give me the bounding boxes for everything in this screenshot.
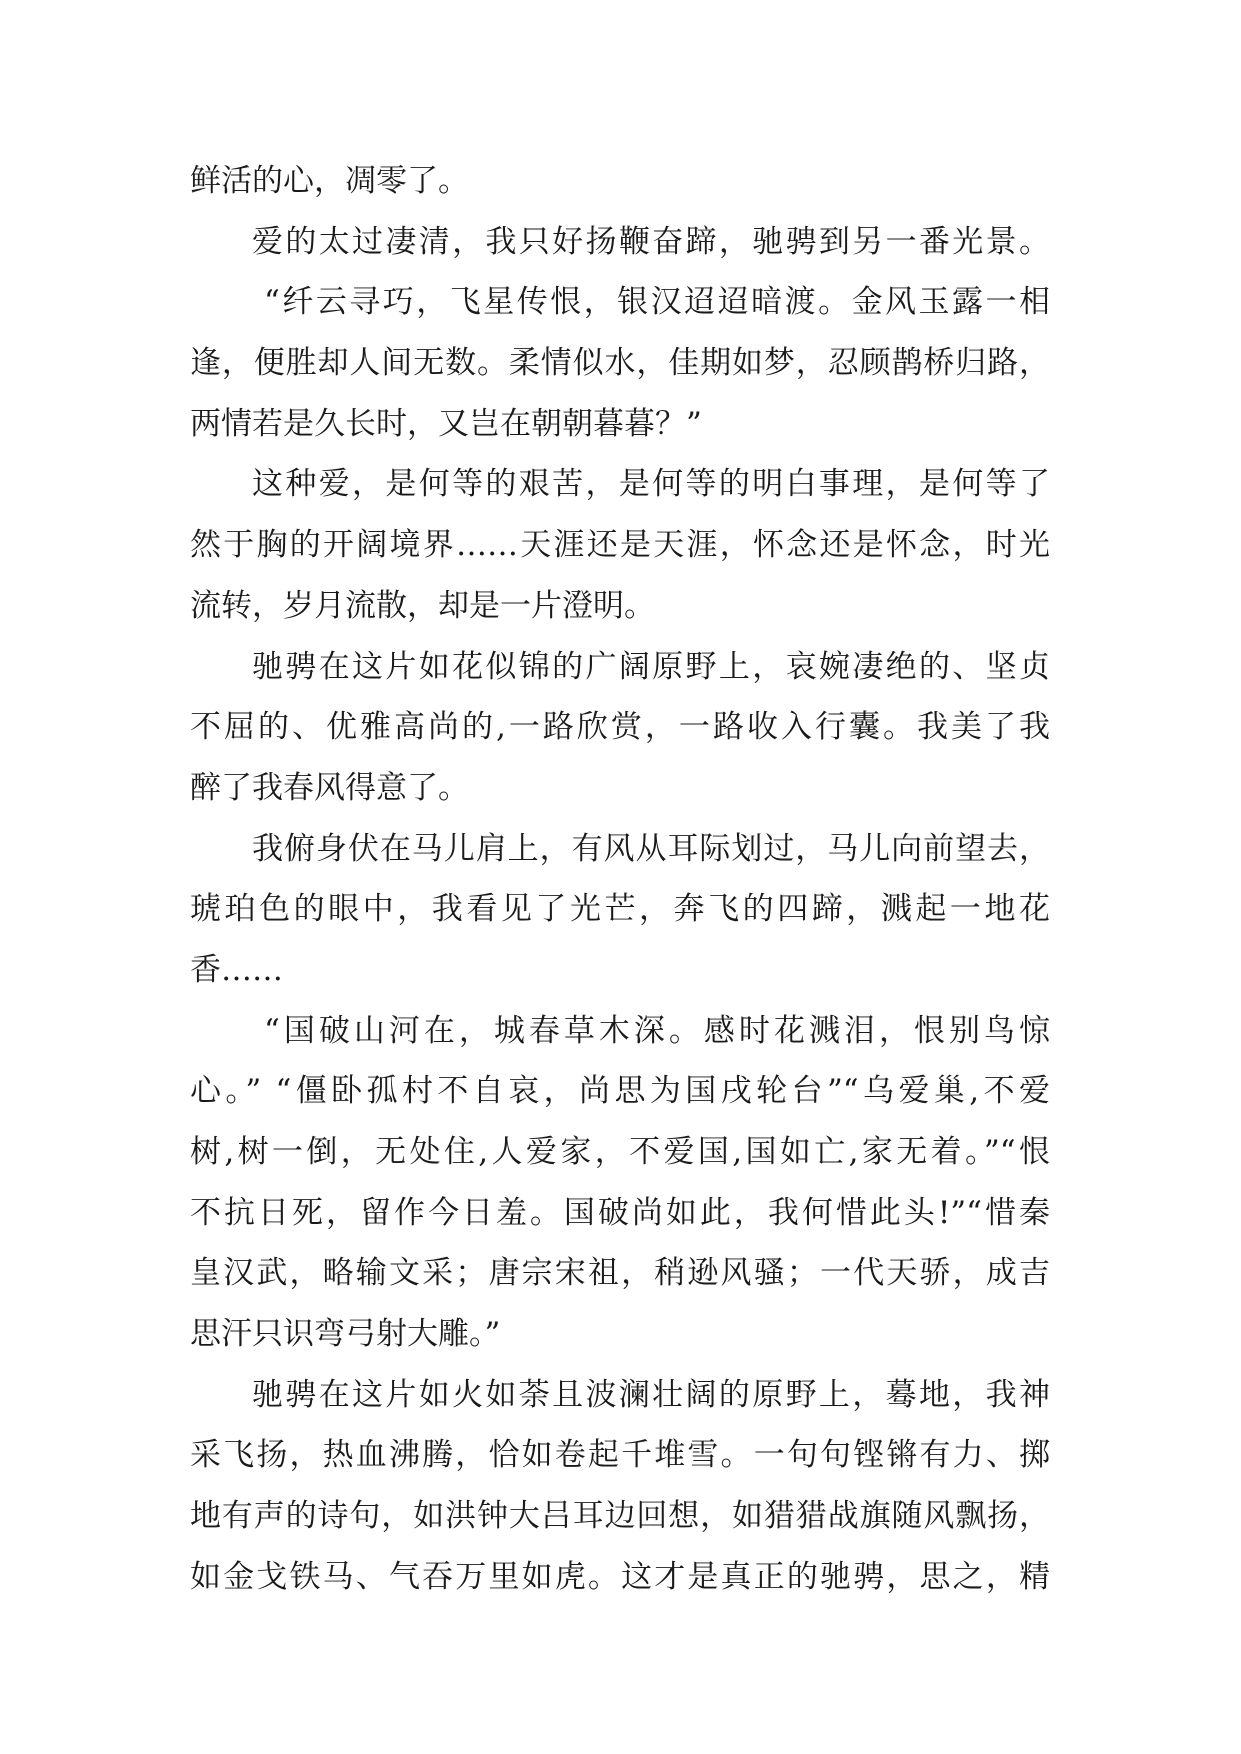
text-line: 不抗日死，留作今日羞。国破尚如此，我何惜此头!”“惜秦 <box>190 1194 1050 1231</box>
text-line: 然于胸的开阔境界……天涯还是天涯，怀念还是怀念，时光 <box>190 527 1050 564</box>
text-line: 思汗只识弯弓射大雕。” <box>190 1316 501 1353</box>
text-line: 驰骋在这片如火如荼且波澜壮阔的原野上，蓦地，我神 <box>252 1376 1050 1413</box>
text-line: 爱的太过凄清，我只好扬鞭奋蹄，驰骋到另一番光景。 <box>252 223 1050 260</box>
text-line: 流转，岁月流散，却是一片澄明。 <box>190 587 655 624</box>
text-line: 琥珀色的眼中，我看见了光芒，奔飞的四蹄，溅起一地花 <box>190 891 1050 928</box>
text-line: 逢，便胜却人间无数。柔情似水，佳期如梦，忍顾鹊桥归路， <box>190 345 1050 382</box>
text-line: 如金戈铁马、气吞万里如虎。这才是真正的驰骋，思之，精 <box>190 1558 1050 1595</box>
text-line: 香…… <box>190 951 283 988</box>
text-line: 两情若是久长时，又岂在朝朝暮暮？” <box>190 405 702 442</box>
text-line: 皇汉武，略输文采；唐宗宋祖，稍逊风骚；一代天骄，成吉 <box>190 1255 1050 1292</box>
text-line: 这种爱，是何等的艰苦，是何等的明白事理，是何等了 <box>252 466 1050 503</box>
text-line: 地有声的诗句，如洪钟大吕耳边回想，如猎猎战旗随风飘扬， <box>190 1498 1050 1535</box>
text-line: 驰骋在这片如花似锦的广阔原野上，哀婉凄绝的、坚贞 <box>252 648 1050 685</box>
text-line: 不屈的、优雅高尚的,一路欣赏，一路收入行囊。我美了我 <box>190 709 1050 746</box>
text-line: 树,树一倒，无处住,人爱家，不爱国,国如亡,家无着。”“恨 <box>190 1134 1050 1170</box>
text-line: 我俯身伏在马儿肩上，有风从耳际划过，马儿向前望去， <box>252 830 1050 867</box>
text-line: 采飞扬，热血沸腾，恰如卷起千堆雪。一句句铿锵有力、掷 <box>190 1437 1050 1474</box>
text-line: 心。” “僵卧孤村不自哀，尚思为国戌轮台”“乌爱巢,不爱 <box>190 1073 1050 1110</box>
text-line: “纤云寻巧，飞星传恨，银汉迢迢暗渡。金风玉露一相 <box>264 284 1050 321</box>
document-body <box>190 151 1050 1608</box>
text-line: 醉了我春风得意了。 <box>190 769 469 806</box>
text-line: 鲜活的心，凋零了。 <box>190 163 469 199</box>
text-line: “国破山河在，城春草木深。感时花溅泪，恨别鸟惊 <box>264 1012 1050 1049</box>
